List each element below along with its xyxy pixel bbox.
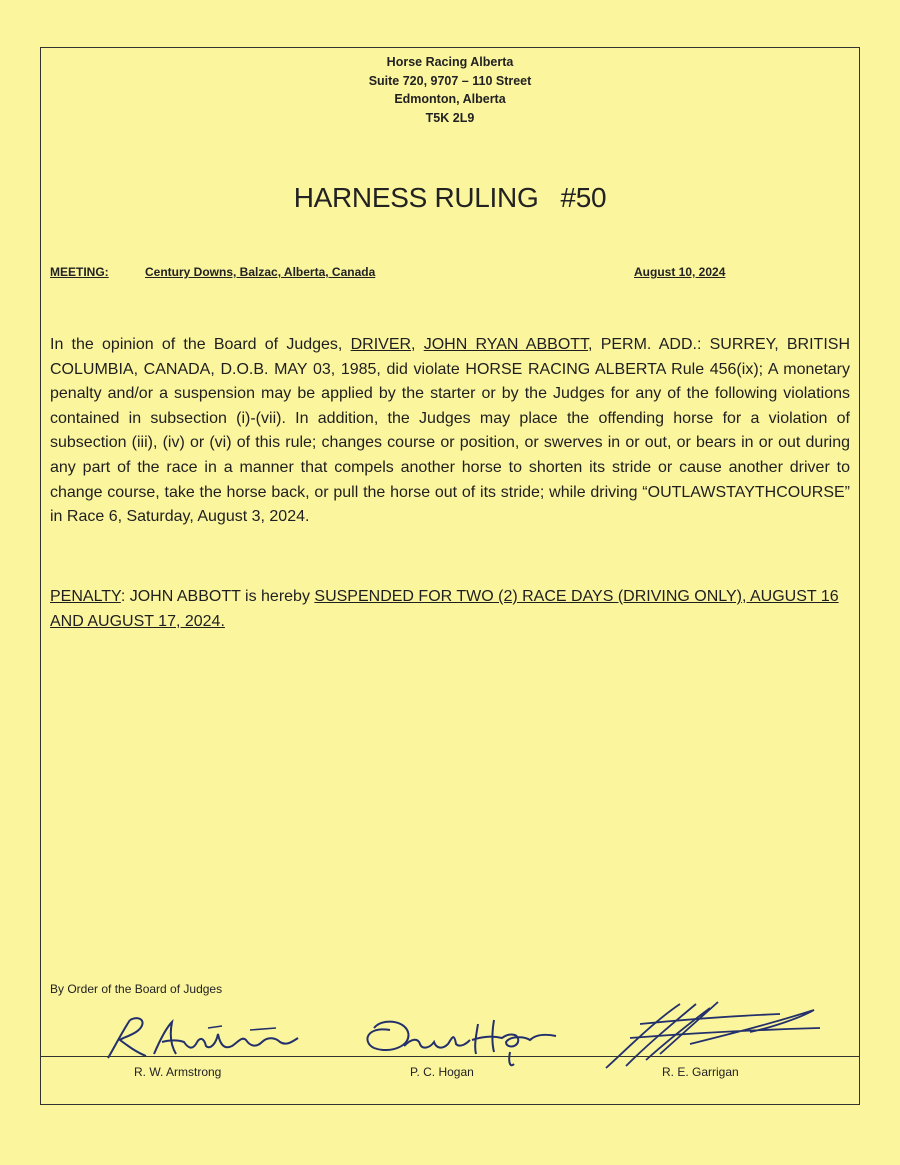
org-address: Suite 720, 9707 – 110 Street bbox=[368, 73, 532, 88]
ruling-role: DRIVER bbox=[350, 336, 412, 353]
ruling-intro: In the opinion of the Board of Judges, bbox=[50, 336, 351, 353]
title-text: HARNESS RULING bbox=[293, 182, 539, 213]
penalty-label: PENALTY bbox=[50, 588, 121, 605]
penalty-paragraph bbox=[50, 585, 850, 634]
org-name: Horse Racing Alberta bbox=[386, 55, 514, 69]
meeting-label: MEETING: bbox=[50, 265, 109, 279]
ruling-name: JOHN RYAN ABBOTT bbox=[423, 336, 589, 353]
ruling-number: #50 bbox=[560, 182, 607, 213]
org-city: Edmonton, Alberta bbox=[394, 92, 506, 106]
signature-hogan bbox=[360, 1010, 570, 1072]
signatory-name-armstrong: R. W. Armstrong bbox=[134, 1065, 222, 1079]
penalty-intro: : JOHN ABBOTT is hereby bbox=[120, 588, 315, 605]
letterhead bbox=[0, 53, 900, 127]
signature-armstrong bbox=[100, 1010, 310, 1062]
org-postal-code: T5K 2L9 bbox=[425, 110, 475, 125]
signatory-name-garrigan: R. E. Garrigan bbox=[662, 1065, 739, 1079]
penalty-text: SUSPENDED FOR TWO (2) RACE DAYS (DRIVING ONLY), AUGUST 16 AND AUGUST 17, 2024. bbox=[50, 588, 839, 630]
meeting-date: August 10, 2024 bbox=[634, 265, 726, 279]
signature-line bbox=[40, 1056, 860, 1057]
ruling-text: , PERM. ADD.: SURREY, BRITISH COLUMBIA, CANADA, D.O.B. MAY 03, 1985, did violate HORSE RACING ALBERTA Rule 456(ix); A monetary penalty and/or a suspension may be applied by the starter or by the Judges for any of the following violations contained in subsection (i)-(vii). In addition, the Judges may place the offending horse for a violation of subsection (iii), (iv) or (vi) of this rule; changes course or position, or swerves in or out, or bears in or out during any part of the race in a manner that compels another horse to shorten its stride or cause another driver to change course, take the horse back, or pull the horse out of its stride; while driving “OUTLAWSTAYTHCOURSE” in Race 6, Saturday, August 3, 2024. bbox=[50, 336, 851, 526]
ruling-comma: , bbox=[411, 336, 424, 353]
order-statement: By Order of the Board of Judges bbox=[50, 982, 223, 996]
page-title bbox=[0, 182, 900, 214]
signatory-name-hogan: P. C. Hogan bbox=[410, 1065, 474, 1079]
meeting-venue: Century Downs, Balzac, Alberta, Canada bbox=[145, 265, 376, 279]
ruling-paragraph bbox=[50, 333, 850, 530]
signature-garrigan bbox=[600, 994, 830, 1076]
